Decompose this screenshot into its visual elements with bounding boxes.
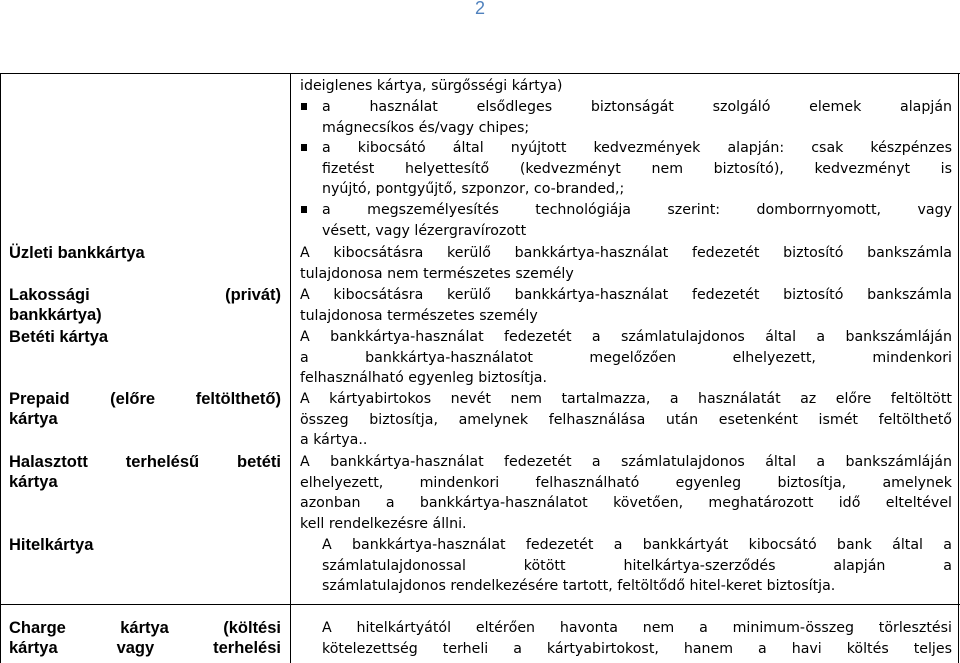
row-label-text: Lakossági (privát) bbox=[9, 286, 281, 304]
row-desc-line: tulajdonosa nem természetes személy bbox=[300, 265, 574, 282]
row-desc-line: azonban a bankkártya-használatot követően, meghatározott idő elteltével bbox=[300, 495, 952, 512]
row-desc-line: A kibocsátásra kerülő bankkártya-használat fedezetét biztosító bankszámla bbox=[300, 287, 952, 303]
row-label-business-card bbox=[9, 243, 281, 263]
row-label-deferred-debit-card bbox=[9, 452, 281, 492]
row-desc-line: a kártya.. bbox=[300, 432, 368, 449]
table-border-top bbox=[0, 73, 960, 74]
row-label-text: kártya bbox=[9, 410, 58, 428]
bullet-list bbox=[322, 97, 952, 241]
row-label-debit-card bbox=[9, 327, 281, 347]
row-label-credit-card bbox=[9, 535, 281, 555]
table-border-right bbox=[958, 73, 959, 663]
bullet-square-icon bbox=[301, 144, 307, 151]
bullet-square-icon bbox=[301, 206, 307, 213]
row-desc-credit-card bbox=[322, 535, 952, 597]
row-label-text: Halasztott terhelésű betéti bbox=[9, 453, 281, 471]
page-number: 2 bbox=[474, 0, 485, 18]
row-label-text: Charge kártya (költési bbox=[9, 619, 281, 637]
continued-line: ideiglenes kártya, sürgősségi kártya) bbox=[300, 78, 563, 94]
row-desc-deferred-debit-card bbox=[300, 452, 952, 534]
row-desc-line: összeg biztosítja, amelynek felhasználása után esetenként ismét feltölthető bbox=[300, 411, 952, 428]
bullet-line: a kibocsátó által nyújtott kedvezmények alapján: csak készpénzes bbox=[322, 140, 952, 157]
row-label-text: Üzleti bankkártya bbox=[9, 244, 145, 262]
row-desc-line: elhelyezett, mindenkori felhasználható egyenleg biztosítja, amelynek bbox=[300, 474, 952, 491]
row-desc-line: A kibocsátásra kerülő bankkártya-használat fedezetét biztosító bankszámla bbox=[300, 245, 952, 261]
bullet-item bbox=[322, 200, 952, 241]
row-label-charge-card bbox=[9, 618, 281, 658]
row-label-prepaid-card bbox=[9, 389, 281, 429]
bullet-line: fizetést helyettesítő (kedvezményt nem biztosító), kedvezményt is bbox=[322, 160, 952, 177]
row-desc-line: számlatulajdonossal kötött hitelkártya-szerződés alapján a bbox=[322, 557, 952, 574]
table-row-divider bbox=[0, 604, 960, 605]
continued-cell bbox=[300, 76, 952, 97]
row-desc-line: kötelezettség terheli a kártyabirtokost, hanem a havi költés teljes bbox=[322, 640, 952, 657]
table-column-divider bbox=[290, 73, 291, 663]
bullet-square-icon bbox=[301, 103, 307, 110]
row-label-text: kártya bbox=[9, 473, 58, 491]
bullet-line: vésett, vagy lézergravírozott bbox=[322, 222, 527, 239]
row-desc-debit-card bbox=[300, 327, 952, 389]
bullet-line: a használat elsődleges biztonságát szolgáló elemek alapján bbox=[322, 99, 952, 115]
row-desc-line: tulajdonosa természetes személy bbox=[300, 307, 538, 324]
bullet-line: mágnecsíkos és/vagy chipes; bbox=[322, 119, 530, 136]
row-label-text: Hitelkártya bbox=[9, 536, 94, 554]
row-desc-line: A bankkártya-használat fedezetét a számlatulajdonos által a bankszámláján bbox=[300, 329, 952, 345]
row-desc-line: kell rendelkezésre állni. bbox=[300, 515, 467, 532]
bullet-line: nyújtó, pontgyűjtő, szponzor, co-branded,; bbox=[322, 181, 625, 198]
row-label-text: Prepaid (előre feltölthető) bbox=[9, 390, 281, 408]
row-desc-line: A kártyabirtokos nevét nem tartalmazza, a használatát az előre feltöltött bbox=[300, 391, 952, 407]
row-desc-line: számlatulajdonos rendelkezésére tartott, feltöltődő hitel-keret biztosítja. bbox=[322, 578, 836, 595]
row-desc-retail-card bbox=[300, 285, 952, 326]
row-label-text: bankkártya) bbox=[9, 306, 102, 324]
row-desc-line: A bankkártya-használat fedezetét a bankkártyát kibocsátó bank által a bbox=[322, 537, 952, 553]
bullet-line: a megszemélyesítés technológiája szerint: domborrnyomott, vagy bbox=[322, 201, 952, 218]
row-label-text: Betéti kártya bbox=[9, 328, 109, 346]
row-desc-line: A hitelkártyától eltérően havonta nem a minimum-összeg törlesztési bbox=[322, 620, 952, 636]
row-desc-line: felhasználható egyenleg biztosítja. bbox=[300, 370, 547, 387]
row-desc-charge-card bbox=[322, 618, 952, 659]
row-label-retail-card bbox=[9, 285, 281, 325]
bullet-item bbox=[322, 97, 952, 138]
row-desc-prepaid-card bbox=[300, 389, 952, 451]
row-label-text: kártya vagy terhelési bbox=[9, 639, 281, 657]
row-desc-business-card bbox=[300, 243, 952, 284]
table-border-left bbox=[0, 73, 1, 663]
bullet-item bbox=[322, 138, 952, 200]
row-desc-line: A bankkártya-használat fedezetét a számlatulajdonos által a bankszámláján bbox=[300, 454, 952, 470]
row-desc-line: a bankkártya-használatot megelőzően elhelyezett, mindenkori bbox=[300, 349, 952, 366]
